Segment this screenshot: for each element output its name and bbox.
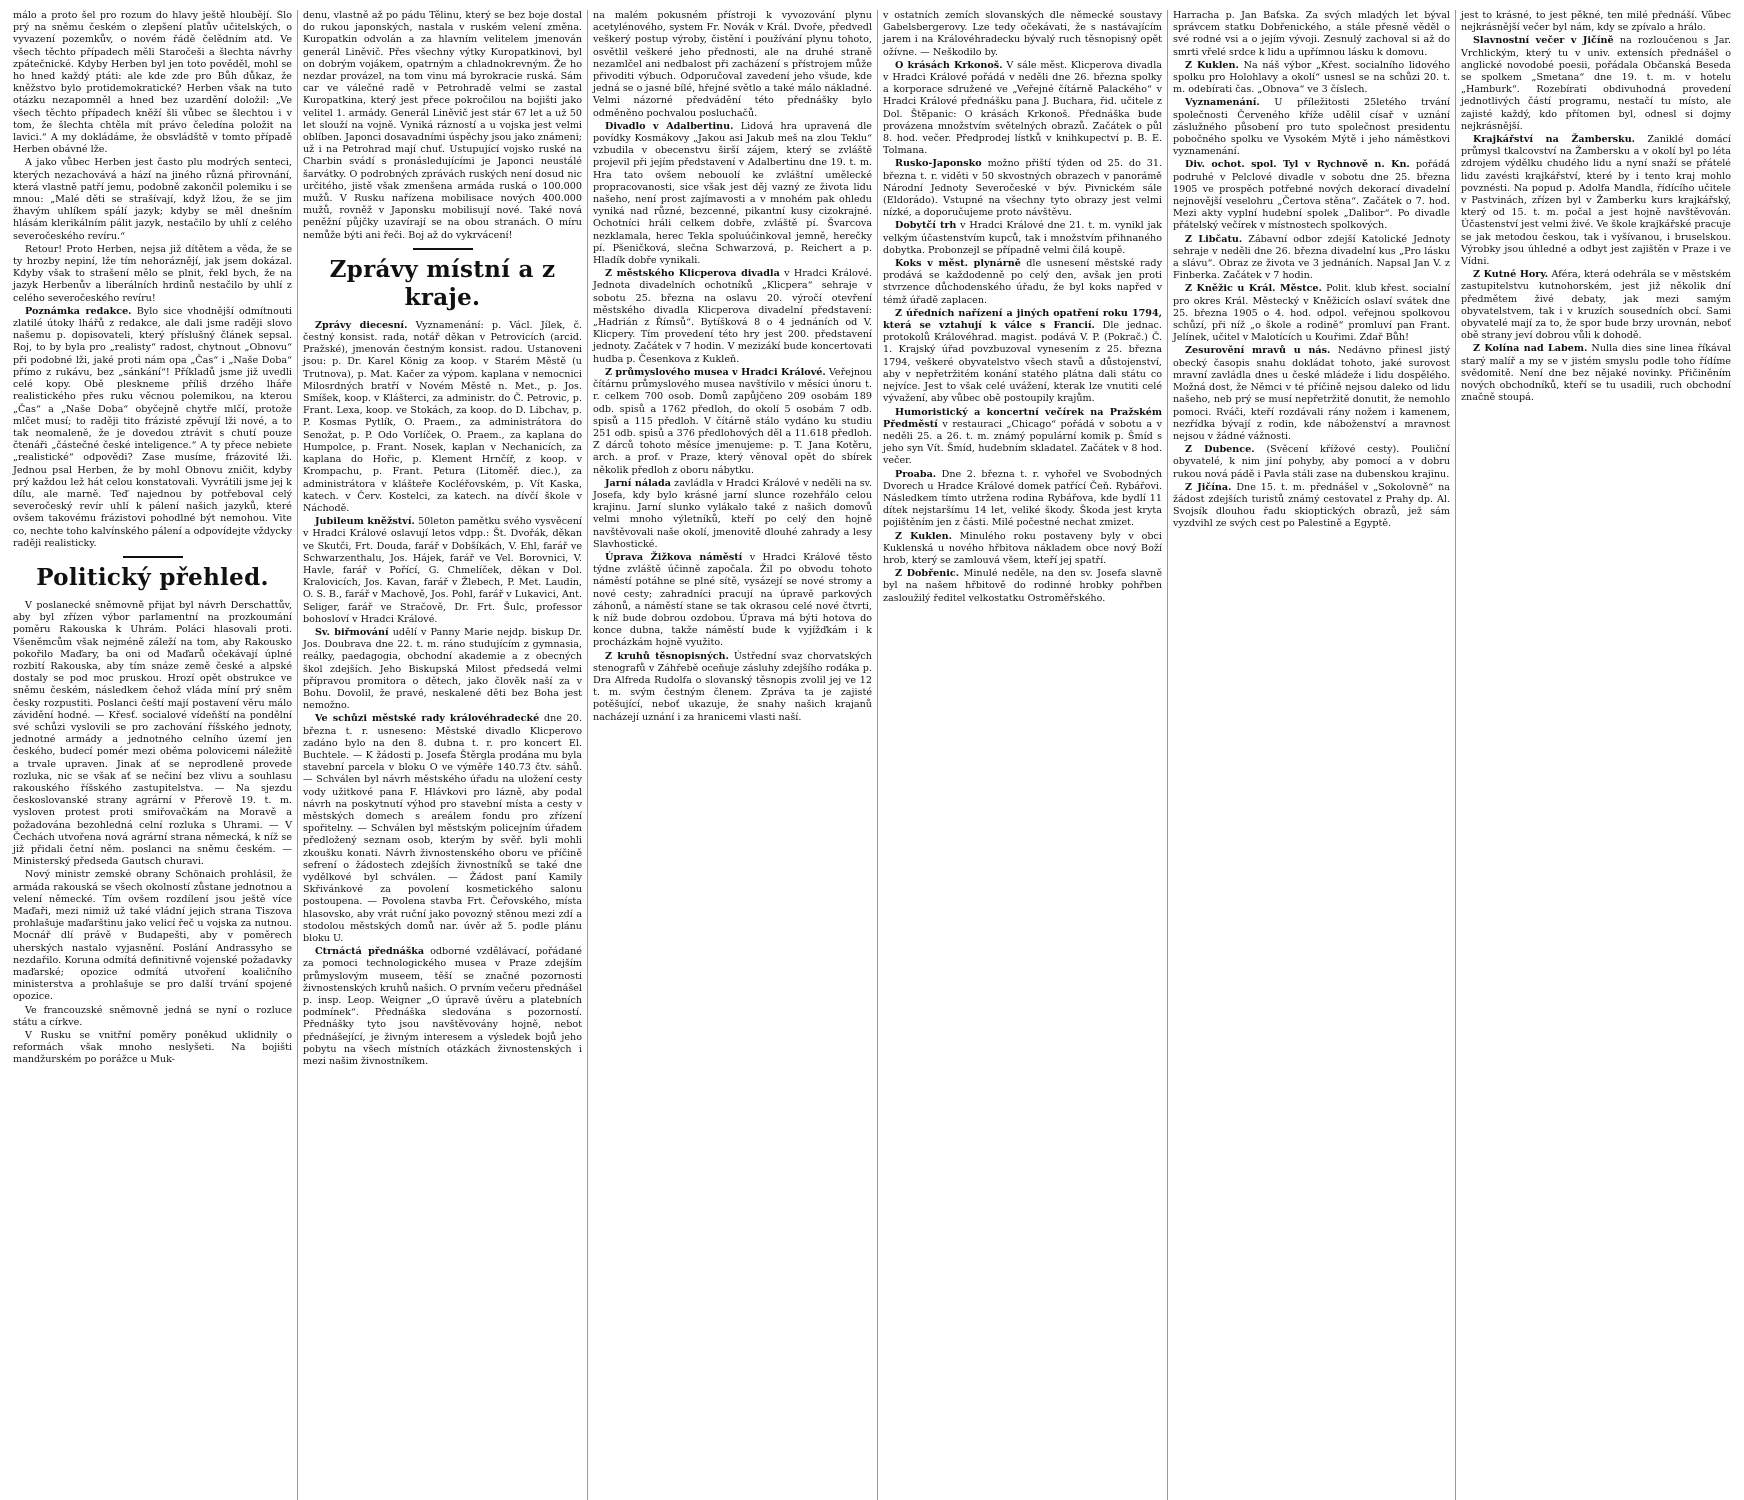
paragraph-heading: Z kruhů těsnopisných. (605, 650, 729, 662)
article-paragraph: Ctrnáctá přednáška odborné vzdělávací, pořádané za pomoci technologického musea v Praze zdejším průmyslovým museem, těší se značné pozornosti živnostenských kruhů našich. O prvním večeru přednášel p. insp. Leop. Weigner „O úpravě úvěru a platebních podmínek“. Přednáška sledována s pozorností. Přednášky tyto jsou navštěvovány hojně, nebot přednášející, je živným interesem a výsledek bojů jeho pobytu na všech místních otázkách živnostenských i mezi našim živnostníkem. (303, 946, 582, 1068)
paragraph-heading: Rusko-Japonsko (895, 158, 982, 170)
article-paragraph: Krajkářství na Žambersku. Zaniklé domácí průmysl tkalcovství na Žambersku a v okolí byl po léta zdrojem výdělku chudého lidu a nyní snaží se přátelé lidu zavésti krajkářství, které by i tento kraj mohlo povznésti. Na popud p. Adolfa Mandla, řídícího učitele v Pastvinách, zřízen byl v Žamberku kurs krajkářský, který od 15. t. m. počal a jest hojně navštěvován. Účastenství jest velmi živé. Ve škole krajkářské pracuje se jak metodou českou, tak i vyšívanou, i bruselskou. Výrobky jsou úhledné a odbyt jest zajištěn v Praze i ve Vídni. (1461, 134, 1731, 268)
article-paragraph: Proaba. Dne 2. března t. r. vyhořel ve Svobodných Dvorech u Hradce Králové domek patřící Čeň. Rybářovi. Následkem tímto utržena rodina Rybářova, kde bydlí 11 dítek nejstaršímu 14 let, veliké škody. Škoda jest kryta pojištěním jen z části. Milé počestné nechat zmizet. (883, 468, 1162, 529)
article-paragraph: denu, vlastně až po pádu Tělinu, který se bez boje dostal do rukou japonských, nastala v ruském velení změna. Kuropatkin odvolán a za hlavním velitelem jmenován generál Liněvič. Přes všechny výtky Kuropatkinovi, byl on dobrým vojákem, opatrným a chladnokrevným. Že ho nezdar provázel, na tom vinu má byrokracie ruská. Sám car ve válečné radě v Petrohradě velmi se zastal Kuropatkina, který jest přece pokročilou na bojišti jako velitel 1. armády. Generál Liněvič jest stár 67 let a už 50 let slouží na vojně. Vyniká rázností a u vojska jest velmi oblíben. Japonci dosavadními úspěchy jsou jako známeni; už i na Petrohrad mají chuť. Ustupující vojsko ruské na Charbin svádí s pronásledujícími je Japonci neustálé šarvátky. O podrobných zprávách ruských není dosud nic určitého, jistě však zmenšena armáda ruská o 100.000 mužů. V Rusku nařízena mobilisace nových 400.000 mužů, rovněž v Japonsku mobilisují nové. Také nová peněžní půjčky uzavírají se na obou stranách. O míru nemůže býti ani řeči. Boj až do vykrvácení! (303, 10, 582, 241)
paragraph-heading: Divadlo v Adalbertinu. (605, 120, 734, 132)
article-paragraph: Slavnostní večer v Jičíně na rozloučenou s Jar. Vrchlickým, který tu v univ. extensích přednášel o anglické novodobé poesii, pořádala Občanská Beseda se spolkem „Smetana“ dne 19. t. m. v hotelu „Hamburk“. Rozebírati obdivuhodná provedení jednotlivých částí programu, nestačí tu místo, ale zajisté každý, kdo přítomen byl, odnesl si dojmy nejkrásnější. (1461, 35, 1731, 132)
article-paragraph: Ve francouzské sněmovně jedná se nyní o rozluce státu a církve. (13, 1004, 292, 1028)
paragraph-heading: Zesurovění mravů u nás. (1185, 345, 1331, 357)
paragraph-heading: Dobytčí trh (895, 220, 957, 232)
article-paragraph: Dobytčí trh v Hradci Králové dne 21. t. m. vynikl jak velkým účastenstvím kupců, tak i množstvím přihnaného dobytka. Probonzejl se případně velmi čilá koupě. (883, 220, 1162, 256)
paragraph-heading: Z Kuklen. (895, 530, 952, 542)
article-paragraph: O krásách Krkonoš. V sále měst. Klicperova divadla v Hradci Králové pořádá v neděli dne 26. března spolky a korporace sdružené ve „Veřejné čítárně Palackého“ v Hradci Králové přednášku pana J. Buchara, řid. učitele z Dol. Štěpanic: O krásách Krkonoš. Přednáška bude provázena množstvím světelných obrazů. Začátek o půl 8. hod. večer. Předprodej lístků v knihkupectví p. B. E. Tolmana. (883, 59, 1162, 157)
article-paragraph: A jako vůbec Herben jest často plu modrých senteci, kterých nezachovává a hází na jiného různá přirovnání, která vlastně patří jemu, podobně zakončil polemiku i se mnou: „Malé děti se strašívají, když lžou, že se jim žhavým uhlíkem spálí jazyk; kdyby se měl dnešním hlásám klerikálním pálit jazyk, nestačilo by uhlí z celého severočeského revíru.“ (13, 157, 292, 242)
article-paragraph: málo a proto šel pro rozum do hlavy ještě hloubějí. Šlo prý na sněmu českém o zlepšení platův učitelských, o vyvazení pozemkův, o novém řádě čelědním atd. Ve všech těchto případech měli Staročeši a šlechta návrhy zpátečnické. Kdyby Herben byl jen toto pověděl, mohl se ho hned každý ptáti: ale kde zde pro Bůh důkaz, že kněžstvo bylo protidemokratické? Herben však na tuto otázku nezapomněl a hned bez uzardění doložil: „Ve všech těchto případech kněží šli vůbec se šlechtou i v tom, že šlechta chtěla mít právo čeledína položit na lavici.“ A my dokládáme, že obsvládště v tomto případě Herben obávné lže. (13, 10, 292, 156)
paragraph-heading: Z úředních nařízení a jiných opatření roku 1794, která se vztahují k válce s Francií. (883, 307, 1162, 332)
paragraph-heading: Z Kolína nad Labem. (1473, 343, 1588, 355)
article-paragraph: Humoristický a koncertní večírek na Pražském Předměstí v restauraci „Chicago“ pořádá v sobotu a v neděli 25. a 26. t. m. známý populární komik p. Šmíd s jeho syn Vít. Šmíd, hudebním skladatel. Začátek v 8 hod. večer. (883, 406, 1162, 467)
article-paragraph: Harracha p. Jan Baťska. Za svých mladých let býval správcem statku Dobřenického, a stále přesně věděl o své rodné vsi a o jejím vývoji. Zesnulý zachoval si až do smrti vřelé srdce k lidu a upřímnou lásku k domovu. (1173, 10, 1450, 58)
article-paragraph: Z městského Klicperova divadla v Hradci Králové. Jednota divadelních ochotníků „Klicpera“ sehraje v sobotu 25. března na oslavu 20. výročí otevření městského divadla Klicperova divadelní představení: „Hadrián z Římsů“. Bytíšková 8 o 4 jednáních od V. Klicpery. Tím provedení této hry jest 200. představení jednoty. Začátek v 7 hodin. V mezizákí bude koncertovati hudba p. Česenkova z Kukleň. (593, 268, 872, 365)
paragraph-heading: Vyznamenání. (1185, 97, 1260, 109)
paragraph-heading: Humoristický a koncertní večírek na Pražském Předměstí (883, 406, 1162, 430)
paragraph-heading: Zprávy diecesní. (315, 319, 408, 331)
paragraph-heading: Z Libčatu. (1185, 233, 1243, 245)
section-rule (413, 248, 473, 250)
paragraph-heading: Z Dubence. (1185, 444, 1255, 456)
article-paragraph: Z Dobřenic. Minulé neděle, na den sv. Josefa slavně byl na našem hřbitově do rodinné hrobky pohřben zasloužilý ředitel velkostatku Ostroměřského. (883, 568, 1162, 604)
paragraph-heading: Jubileum kněžství. (315, 516, 415, 528)
column-3 (588, 10, 878, 1500)
column-1 (8, 10, 298, 1500)
article-paragraph: Z průmyslového musea v Hradci Králové. Veřejnou čítárnu průmyslového musea navštívilo v měsíci únoru t. r. celkem 700 osob. Domů zapůjčeno 209 osobám 189 odb. spisů a 1762 předloh, do okolí 5 osobám 7 odb. spisů a 115 předloh. V čítárně stálo vydáno ku studiu 251 odb. spisů a 376 předlohových děl a 11.618 předloh. Z dárců tohoto měsíce jmenujeme: p. T. Jana Kotěru, arch. a prof. v Praze, který věnoval opět do sbírek několik předloh z oboru nábytku. (593, 366, 872, 476)
paragraph-heading: Úprava Žižkova náměstí (605, 551, 743, 563)
paragraph-heading: Koks v měst. plynárně (895, 258, 1021, 270)
paragraph-heading: Z Kutné Hory. (1473, 269, 1549, 281)
paragraph-heading: Z Kněžic u Král. Městce. (1185, 283, 1322, 295)
article-paragraph: Nový ministr zemské obrany Schönaich prohlásil, že armáda rakouská se všech okolností zůstane jednotnou a velení německé. Tím ovšem rozdílení jsou ještě více Maďaři, mezi nimiž už také vládní jejich strana Tiszova prohlašuje maďarštinu jako velicí řeč u vojska za nutnou. Mocnář dlí právě v Budapešti, aby v poměrech uherských nastalo vyjasnění. Poslání Andrassyho se nezdařilo. Koruna odmítá definitivně vojenské požadavky maďarské; opozice odmítá utvoření koaličního ministerstva a prohlašuje se pro další trvání spojené opozice. (13, 869, 292, 1003)
article-paragraph: Z Libčatu. Zábavní odbor zdejší Katolické Jednoty sehraje v neděli dne 26. března divadelní kus „Pro lásku a slávu“. Obraz ze života ve 3 jednáních. Napsal Jan V. z Finberka. Začátek v 7 hodin. (1173, 233, 1450, 282)
article-paragraph: Rusko-Japonsko možno přiští týden od 25. do 31. března t. r. viděti v 50 skvostných obrazech v panorámě Národní Jednoty Severočeské v býv. Pivnickém sále (Eldorádo). Vstupné na všechny tyto obrazy jest velmi nízké, a doporučujeme proto návštěvu. (883, 158, 1162, 219)
paragraph-heading: Poznámka redakce. (25, 305, 132, 317)
article-paragraph: Z Kutné Hory. Aféra, která odehrála se v městském zastupitelstvu kutnohorském, jest již několik dní předmětem živé debaty, jak mezi samým obyvatelstvem, tak i v kruzích sousedních obcí. Sami obyvatelé mají za to, že spor bude brzy urovnán, neboť obě strany jeví dobrou vůli k dohodě. (1461, 269, 1731, 342)
paragraph-heading: O krásách Krkonoš. (895, 59, 1003, 71)
paragraph-heading: Z Kuklen. (1185, 59, 1239, 71)
paragraph-heading: Krajkářství na Žambersku. (1473, 134, 1636, 146)
article-paragraph: Zesurovění mravů u nás. Nedávno přinesl jistý obecký časopis snahu dokládat tohoto, jaké surovost mravní zavládla dnes u české mládeže i lidu dospělého. Možná dost, že Němci v té příčině nejsou daleko od lidu našeho, neb prý se musí nepřetržitě donutit, že nemohlo pomoci. Rváči, kteří rozdávali rány nožem i kamenem, nezřídka bývají z rodin, kde náboženství a mravnost nejsou v žádné vážnosti. (1173, 345, 1450, 442)
paragraph-heading: Z průmyslového musea v Hradci Králové. (605, 366, 826, 378)
paragraph-heading: Sv. biřmování (315, 626, 389, 638)
column-5 (1168, 10, 1456, 1500)
article-paragraph: Úprava Žižkova náměstí v Hradci Králové těsto týdne zvláště účinně započala. Žil po obvodu tohoto náměstí potáhne se plné sítě, vysázejí se nové stromy a nové cesty; zahradníci pracují na úpravě parkových záhonů, a náměstí stane se tak okrasou celé nové čtvrti, k níž bude dobrou ozdobou. Úprava má býti hotova do konce dubna, takže náměstí bude k vyjížďkám i k procházkám hojně využito. (593, 551, 872, 649)
paragraph-heading: Z městského Klicperova divadla (605, 268, 780, 280)
column-4 (878, 10, 1168, 1500)
article-paragraph: Sv. biřmování udělí v Panny Marie nejdp. biskup Dr. Jos. Doubrava dne 22. t. m. ráno studujícím z gymnasia, reálky, paedagogia, obchodní akademie a z obecných škol zdejších. Jeho Biskupská Milost předsedá velmi přípravou promitora o dětech, jako člověk naší za v Bohu. Dovolil, že pravé, neskalené děti bez Boha jest nemožno. (303, 626, 582, 712)
article-paragraph: Z kruhů těsnopisných. Ústřední svaz chorvatských stenografů v Záhřebě oceňuje zásluhy zdejšího rodáka p. Dra Alfreda Rudolfa o slovanský těsnopis zvolil jej ve 12 t. m. svým čestným členem. Zpráva ta je zajisté potěšující, neboť ukazuje, že snahy našich krajanů nacházejí uznání i za hranicemi vlasti naší. (593, 650, 872, 723)
article-paragraph: Z Dubence. (Svěcení křížové cesty). Pouliční obyvatelé, k nim jiní pohyby, aby pomocí a v dobru rukou nová pádě i Pavla stáli zase na dubenskou krajinu. (1173, 444, 1450, 480)
article-paragraph: Zprávy diecesní. Vyznamenání: p. Václ. Jílek, č. čestný konsist. rada, notář děkan v Petrovicích (arcid. Pražské), jmenován čestným konsist. radou. Ustanoveni jsou: p. Dr. Karel König za koop. v Starém Městě (u Trutnova), p. Mat. Kačer za výpom. kaplana v nemocnici Milosrdných bratří v Novém Městě n. Met., p. Jos. Smíšek, koop. v Klášterci, za administr. do Č. Petrovic, p. Frant. Lexa, koop. ve Stokách, za koop. do D. Libchav, p. P. Kosmas Pytlík, O. Praem., za administrátora do Senožat, p. P. Odo Vorlíček, O. Praem., za kaplana do Humpolce, p. Frant. Nosek, kaplan v Nechanicích, za kaplana do Hořic, p. Klement Hrnčíř, z koop. v Krompachu, p. Frant. Petura (Litoměř. diec.), za administrátora v klášteře Kocléřovském, p. Vít Kaska, katech. v Červ. Kostelci, za katech. na dívčí škole v Náchodě. (303, 319, 582, 514)
article-paragraph: v ostatních zemích slovanských dle německé soustavy Gabelsbergerovy. Lze tedy očekávati, že s nastávajícím jarem i na Královéhradecku bývalý ruch těsnopisný opět ožívne. — Neškodilo by. (883, 10, 1162, 58)
article-paragraph: Poznámka redakce. Bylo sice vhodnější odmítnouti zlatilé útoky lhářů z redakce, ale dali jsme raději slovo našemu p. dopisovateli, který příslušný článek sepsal. Roj, to by byla pro „realisty“ radost, chytnout „Obnovu“ při podobné lži, jaké proti nám opa „Čas“ i „Naše Doba“ přímo z rukávu, bez „sánkání“! Příkladů jsme již uvedli celé kopy. Obě pleskneme příliš drzého lháře realistického přes ruku věcnou polemikou, na kterou „Čas“ a „Naše Doba“ obyčejně chytře mlčí, protože mlčet musí; to raději tito frázisté zpěvují lži nové, a to tak neomaleně, že je dovedou ztrávit s chutí pouze čtenáři „částečné české inteligence.“ A ty přece nebiete „realistické“ odpovědi? Zase musíme, frázovité lži. Jednou psal Herben, že by mohl Obnovu zničit, kdyby prý každou lež hát celou konstatovali. Vyvrátili jsme jej k dílu, ale marně. Teď najednou by potřeboval celý severočeský revír uhlí k pálení našich jazyků, které ovšem takovému frázistovi pohodlné být nemohou. Vite co, nechte toho kalvínského pálení a odpovídejte vždycky raději realisticky. (13, 305, 292, 549)
paragraph-heading: Div. ochot. spol. Tyl v Rychnově n. Kn. (1185, 159, 1410, 171)
paragraph-heading: Ve schůzi městské rady královéhradecké (315, 713, 540, 725)
column-6 (1456, 10, 1736, 1500)
article-paragraph: Div. ochot. spol. Tyl v Rychnově n. Kn. pořádá podruhé v Pelclové divadle v sobotu dne 25. března 1905 ve prospěch potřebné nových dekorací divadelní nejnovější veselohru „Čertova stěna“. Začátek o 7. hod. Mezi akty vyplní hudební spolek „Dalibor“. Po divadle přátelský večírek v místnostech spolkových. (1173, 159, 1450, 232)
article-paragraph: Vyznamenání. U příležitosti 25letého trvání společnosti Červeného kříže udělil císař v uznání záslužného působení pro tuto společnost presidentu pobočného spolku ve Vysokém Mýtě i jeho náměstkovi vyznamenání. (1173, 97, 1450, 158)
article-paragraph: Z Kuklen. Minulého roku postaveny byly v obci Kuklenská u nového hřbitova nákladem obce nový Boží hrob, který se zamlouvá všem, kteří jej spatří. (883, 530, 1162, 566)
paragraph-heading: Proaba. (895, 468, 937, 480)
article-paragraph: Ve schůzi městské rady královéhradecké dne 20. března t. r. usneseno: Městské divadlo Klicperovo zadáno bylo na den 8. dubna t. r. pro koncert El. Buchtele. — K žádosti p. Josefa Štěrgla prodána mu byla stavební parcela v bloku O ve výměře 140.73 čtv. sáhů. — Schválen byl návrh městského úřadu na uložení cesty vody užitkové pana F. Hlávkovi pro lázně, aby podal návrh na poskytnutí výhod pro stavební místa a cesty v městských domech s areálem fondu pro zřízení spořitelny. — Schválen byl městským policejním úřadem předložený seznam osob, kterým by svěř. byli mohli zkoušku konati. Návrh živnostenského oboru ve příčině sefrení o žádostech zdejších živnostníků se také dne vydělkové byl schválen. — Žádost paní Kamily Skřivánkové za povolení kosmetického salonu postoupena. — Povolena stavba Frt. Čeřovského, místa hlasovsko, aby vrát ruční jako povozný stěnou mezi zdí a stodolou městských domů nar. úvěr až 5. podle plánu bloku U. (303, 713, 582, 945)
article-paragraph: Z Jičína. Dne 15. t. m. přednášel v „Sokolovně“ na žádost zdejších turistů známý cestovatel z Prahy dp. Al. Svojsík dlouhou řadu skioptických obrazů, jež sám vyzdvihl ze svých cest po Palestině a Egyptě. (1173, 481, 1450, 530)
article-paragraph: Koks v měst. plynárně dle usnesení městské rady prodává se každodenně po celý den, avšak jen proti stvrzence důchodenského úřadu, že byl koks napřed v témž úřadě zaplacen. (883, 258, 1162, 306)
paragraph-heading: Z Dobřenic. (895, 568, 960, 580)
paragraph-heading: Ctrnáctá přednáška (315, 946, 425, 958)
paragraph-heading: Z Jičína. (1185, 481, 1232, 493)
article-paragraph: jest to krásné, to jest pěkné, ten milé přednáší. Vůbec nejkrásnější večer byl nám, kdy se zpívalo a hrálo. (1461, 10, 1731, 34)
column-2 (298, 10, 588, 1500)
article-paragraph: Jarní nálada zavládla v Hradci Králové v neděli na sv. Josefa, kdy bylo krásné jarní slunce rozehřálo celou krajinu. Jarní slunko vylákalo také z našich domovů velmi mnoho výletníků, kteří po celý den hojně navštěvovali naše okolí, jmenovitě dlouhé zahrady a lesy Slavhostické. (593, 477, 873, 550)
paragraph-heading: Jarní nálada (605, 477, 671, 489)
section-title: Politický přehled. (36, 563, 269, 591)
article-paragraph: na malém pokusném přístroji k vyvozování plynu acetylénového, system Fr. Novák v Král. Dvoře, předvedl veškerý postup výroby, čistění i používání plynu tohoto, osvětlil veškeré jeho přednosti, ale na druhé straně nezamlčel ani nedbalost při zacházení s přístrojem může přivoditi výbuch. Odporučoval zavedení jeho všude, kde jedná se o jasné bílé, hřejné světlo a také málo nákladné. Velmi názorné předvádění této přednášky bylo odměněno pochvalou posluchačů. (593, 10, 872, 119)
article-paragraph: V Rusku se vnitřní poměry poněkud uklidnily o reformách však mnoho neslyšeti. Na bojišti mandžurském po porážce u Muk- (13, 1030, 292, 1066)
article-paragraph: Divadlo v Adalbertinu. Lidová hra upravená dle povídky Kosmákovy „Jakou asi Jakub meš na zlou Teklu“ vzbudila v obecenstvu širší zájem, který se zvláště projevil při jejím představení v Adalbertinu dne 19. t. m. Hra tato ovšem nebouolí ke zvláštní umělecké propracovanosti, sice však jest děj vazný ze života lidu našeho, není prost zajímavosti a v mnohém pak ohledu vyniká nad různé, bezcenné, pikantní kusy cizokrajné. Ochotníci hráli celkem dobře, zvláště pí. Švarcova nezklamala, herec Tekla spoluúčinkoval jemně, herečky pí. Pšeničková, slečna Schwarzová, p. Reichert a p. Hladík dobře vynikali. (593, 120, 872, 267)
article-paragraph: Z Kuklen. Na náš výbor „Křest. socialního lidového spolku pro Holohlavy a okolí“ usnesl se na schůzi 20. t. m. odebírati čas. „Obnova“ ve 3 číslech. (1173, 59, 1450, 96)
article-paragraph: V poslanecké sněmovně přijat byl návrh Derschattův, aby byl zřízen výbor parlamentní na prozkoumání poměru Rakouska k Uhrám. Poláci hlasovali proti. Všeněmcům však nejméně záleží na tom, aby Rakousko pokořilo Maďary, ba oni od Maďarů očekávají úplné rozbití Rakouska, aby tím snáze země české a alpské dostaly se pod moc pruskou. Hrozí opět obstrukce ve sněmu českém, následkem čehož vláda míní prý sněm česky rozpustiti. Poslanci čeští mají postavení věru málo závidění hodné. — Křesť. socialové vídeňští na pondělní své schůzi vyslovili se pro zachování říšského jednoty, jednotné armády a jednotného celního území jen českého, budecí pomér mezi oběma polovicemi náležitě a trvale upraven. Jinak ať se neprodleně provede rozluka, nic se však ať se nečiní bez vlivu a souhlasu rakouského říšského zastupitelstva. — Na sjezdu českoslovanské strany agrární v Přerově 19. t. m. vysloven protest proti smiřovačkám na Moravě a požadována bezohledná celní rozluka s Uhrami. — V Čechách utvořena nová agrární strana německá, k níž se již přidali četní něm. poslanci na sněmu českém. — Ministerský předseda Gautsch churavi. (13, 599, 292, 868)
article-paragraph: Jubileum kněžství. 50leton pamětku svého vysvěcení v Hradci Králové oslavují letos vdpp.: Št. Dvořák, děkan ve Skutči, Frt. Douda, farář v Dobšíkách, V. Ehl, farář ve Schwarzenthalu, Jos. Hájek, farář ve Vel. Borovnici, V. Havle, farář v Pořící, G. Chmelíček, děkan v Dol. Kralovicích, Jos. Kavan, farář v Žlebech, P. Met. Laudin, O. S. B., farář v Machově, Jos. Pohl, farář v Lukavici, Ant. Seliger, farář ve Stračově, Dr. Frt. Šulc, professor bohosloví v Hradci Králové. (303, 516, 582, 625)
article-paragraph: Z Kněžic u Král. Městce. Polit. klub křest. socialní pro okres Král. Městecký v Kněžicích oslaví svátek dne 25. března 1905 o 4. hod. odpol. veřejnou spolkovou schůzí, při níž „o škole a rodině“ promluví pan Frant. Jelínek, učitel v Malotících u Kouřimi. Zdař Bůh! (1173, 283, 1450, 344)
article-paragraph: Z Kolína nad Labem. Nulla dies sine linea říkával starý malíř a my se v jistém smyslu podle toho řídíme svědomitě. Není dne bez nějaké novinky. Přičiněním nových obchodníků, kteří se tu usadili, ruch obchodní značně stoupá. (1461, 343, 1731, 404)
paragraph-heading: Slavnostní večer v Jičíně (1473, 35, 1614, 47)
section-title: Zprávy místní a z kraje. (329, 255, 556, 311)
article-paragraph: Retour! Proto Herben, nejsa již dítětem a věda, že se ty hrozby nepiní, lže tím nehoráznějí, jak jsem dokázal. Kdyby však to strašení mělo se plnit, řekl bych, že na jazyk Herbenův a liberálních hrdinů nestačilo by uhlí z celého severočeského revíru! (13, 243, 292, 304)
article-paragraph: Z úředních nařízení a jiných opatření roku 1794, která se vztahují k válce s Francií. Dle jednac. protokolů Královéhrad. magist. podává V. P. (Pokrač.) Č. 1. Krajský úřad povzbuzoval vynesením z 25. března 1794, veškeré obyvatelstvo všech stavů a důstojenství, aby v nepřetržitém konání statého plátna dali státu co nejvíce. Jest to však celé uvážení, kterak lze vnutiti celé vývažení, aby vůbec obě postoupily krajům. (883, 307, 1162, 405)
section-rule (123, 556, 183, 558)
